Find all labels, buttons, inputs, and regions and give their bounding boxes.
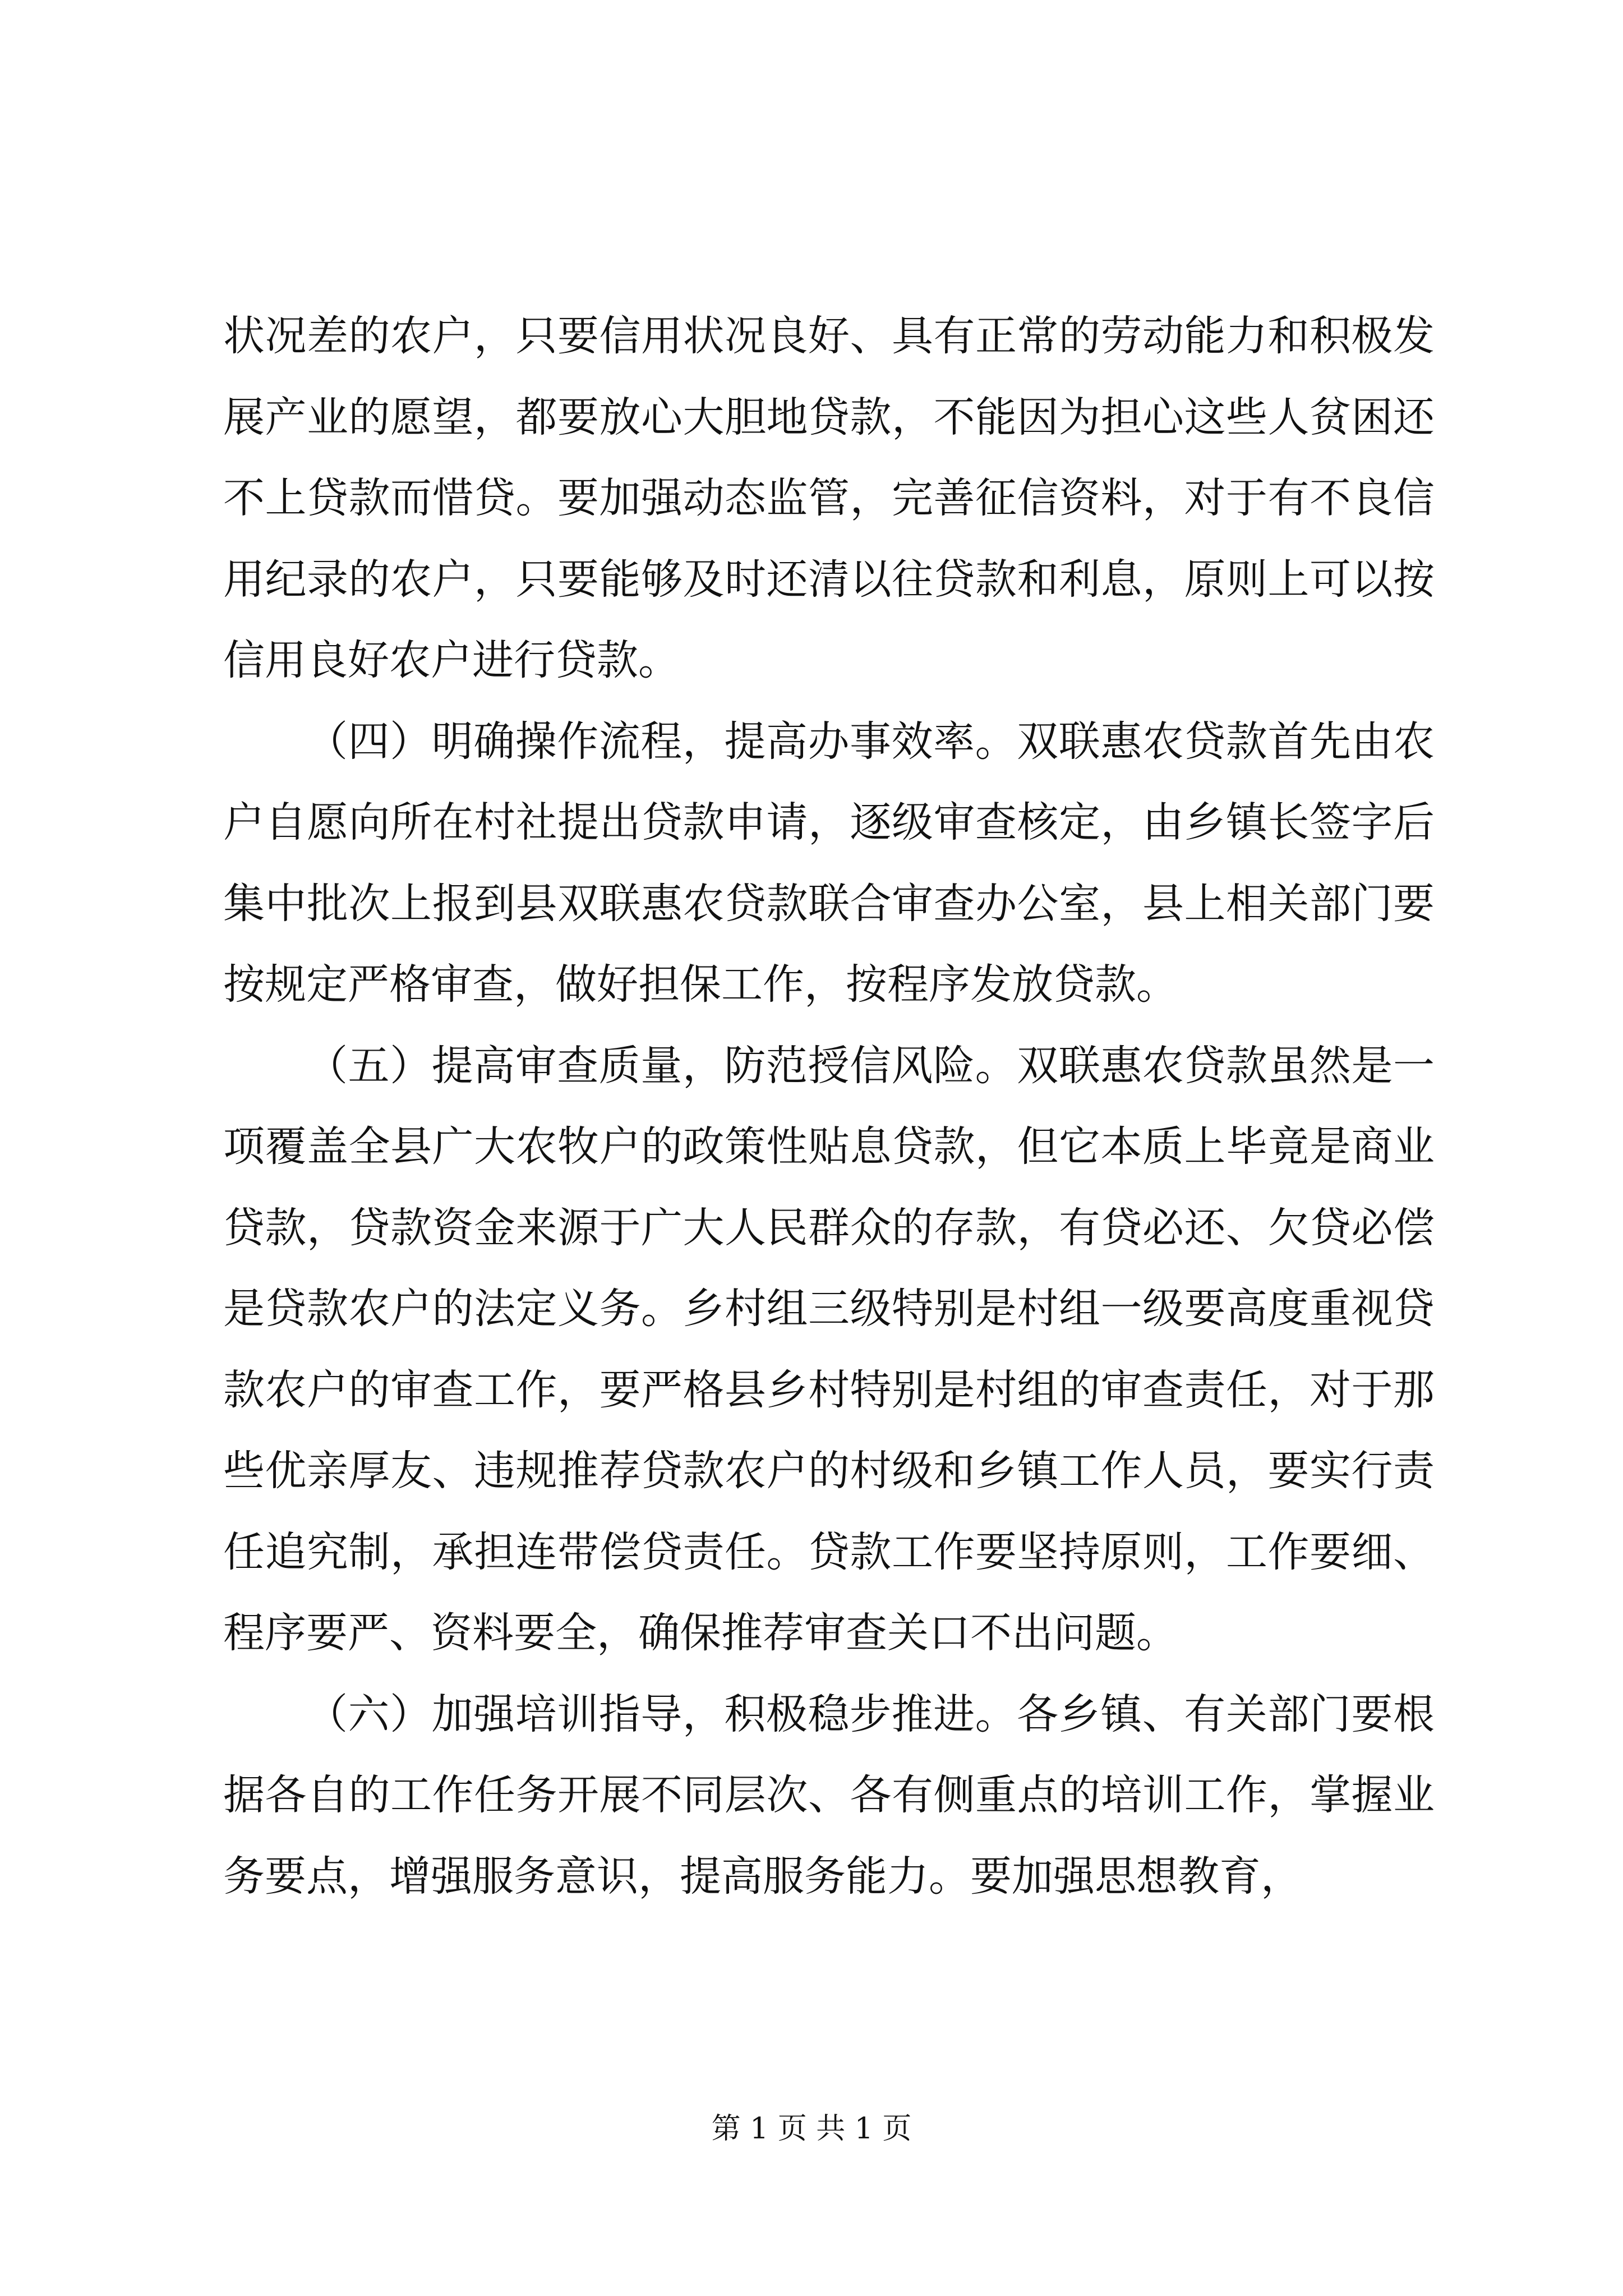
document-body <box>223 296 1435 1917</box>
paragraph-4: （六）加强培训指导，积极稳步推进。各乡镇、有关部门要根据各自的工作任务开展不同层次、各有侧重点的培训工作，掌握业务要点，增强服务意识，提高服务能力。要加强思想教育， <box>223 1690 1435 1901</box>
paragraph-3: （五）提高审查质量，防范授信风险。双联惠农贷款虽然是一项覆盖全县广大农牧户的政策性贴息贷款，但它本质上毕竟是商业贷款，贷款资金来源于广大人民群众的存款，有贷必还、欠贷必偿是贷款农户的法定义务。乡村组三级特别是村组一级要高度重视贷款农户的审查工作，要严格县乡村特别是村组的审查责任，对于那些优亲厚友、违规推荐贷款农户的村级和乡镇工作人员，要实行责任追究制，承担连带偿贷责任。贷款工作要坚持原则，工作要细、程序要严、资料要全，确保推荐审查关口不出问题。 <box>223 1041 1435 1657</box>
page-footer: 第 1 页 共 1 页 <box>711 2112 912 2146</box>
paragraph-2: （四）明确操作流程，提高办事效率。双联惠农贷款首先由农户自愿向所在村社提出贷款申请，逐级审查核定，由乡镇长签字后集中批次上报到县双联惠农贷款联合审查办公室，县上相关部门要按规定严格审查，做好担保工作，按程序发放贷款。 <box>223 717 1435 1009</box>
paragraph-1: 状况差的农户，只要信用状况良好、具有正常的劳动能力和积极发展产业的愿望，都要放心大胆地贷款，不能因为担心这些人贫困还不上贷款而惜贷。要加强动态监管，完善征信资料，对于有不良信用纪录的农户，只要能够及时还清以往贷款和利息，原则上可以按信用良好农户进行贷款。 <box>223 312 1435 684</box>
